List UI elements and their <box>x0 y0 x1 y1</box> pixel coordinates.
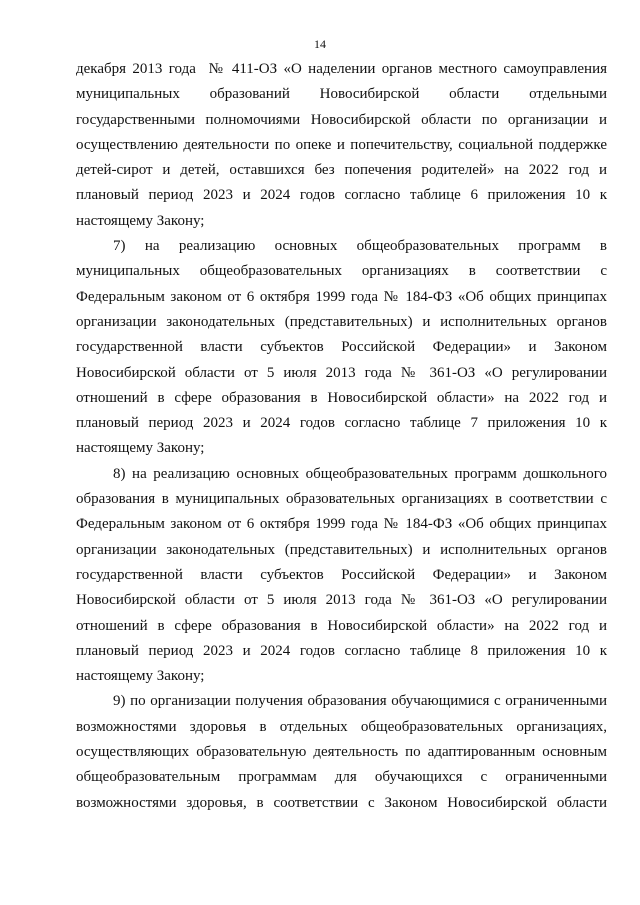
paragraph-item-7: 7) на реализацию основных общеобразовательных программ в муниципальных общеобразовательных организациях в соответствии с Федеральным законом от 6 октября 1999 года № 184-ФЗ «Об общих принципах организации законодательных (представительных) и исполнительных органов государственной власти субъектов Российской Федерации» и Законом Новосибирской области от 5 июля 2013 года № 361-ОЗ «О регулировании отношений в сфере образования в Новосибирской области» на 2022 год и плановый период 2023 и 2024 годов согласно таблице 7 приложения 10 к настоящему Закону; <box>76 238 607 457</box>
paragraph-item-8: 8) на реализацию основных общеобразовательных программ дошкольного образования в муниципальных образовательных организациях в соответствии с Федеральным законом от 6 октября 1999 года № 184-ФЗ «Об общих принципах организации законодательных (представительных) и исполнительных органов государственной власти субъектов Российской Федерации» и Законом Новосибирской области от 5 июля 2013 года № 361-ОЗ «О регулировании отношений в сфере образования в Новосибирской области» на 2022 год и плановый период 2023 и 2024 годов согласно таблице 8 приложения 10 к настоящему Закону; <box>76 465 607 685</box>
paragraph-item-9: 9) по организации получения образования обучающимися с ограниченными возможностями здоровья в отдельных общеобразовательных организациях, осуществляющих образовательную деятельность по адаптированным основным общеобразовательным программам для обучающихся с ограниченными возможностями здоровья, в соответствии с Законом Новосибирской области <box>76 693 607 811</box>
document-body <box>76 57 607 816</box>
page-number: 14 <box>314 37 326 51</box>
paragraph-continuation: декабря 2013 года № 411-ОЗ «О наделении органов местного самоуправления муниципальных образований Новосибирской области отдельными государственными полномочиями Новосибирской области по организации и осуществлению деятельности по опеке и попечительству, социальной поддержке детей-сирот и детей, оставшихся без попечения родителей» на 2022 год и плановый период 2023 и 2024 годов согласно таблице 6 приложения 10 к настоящему Закону; <box>76 61 607 229</box>
